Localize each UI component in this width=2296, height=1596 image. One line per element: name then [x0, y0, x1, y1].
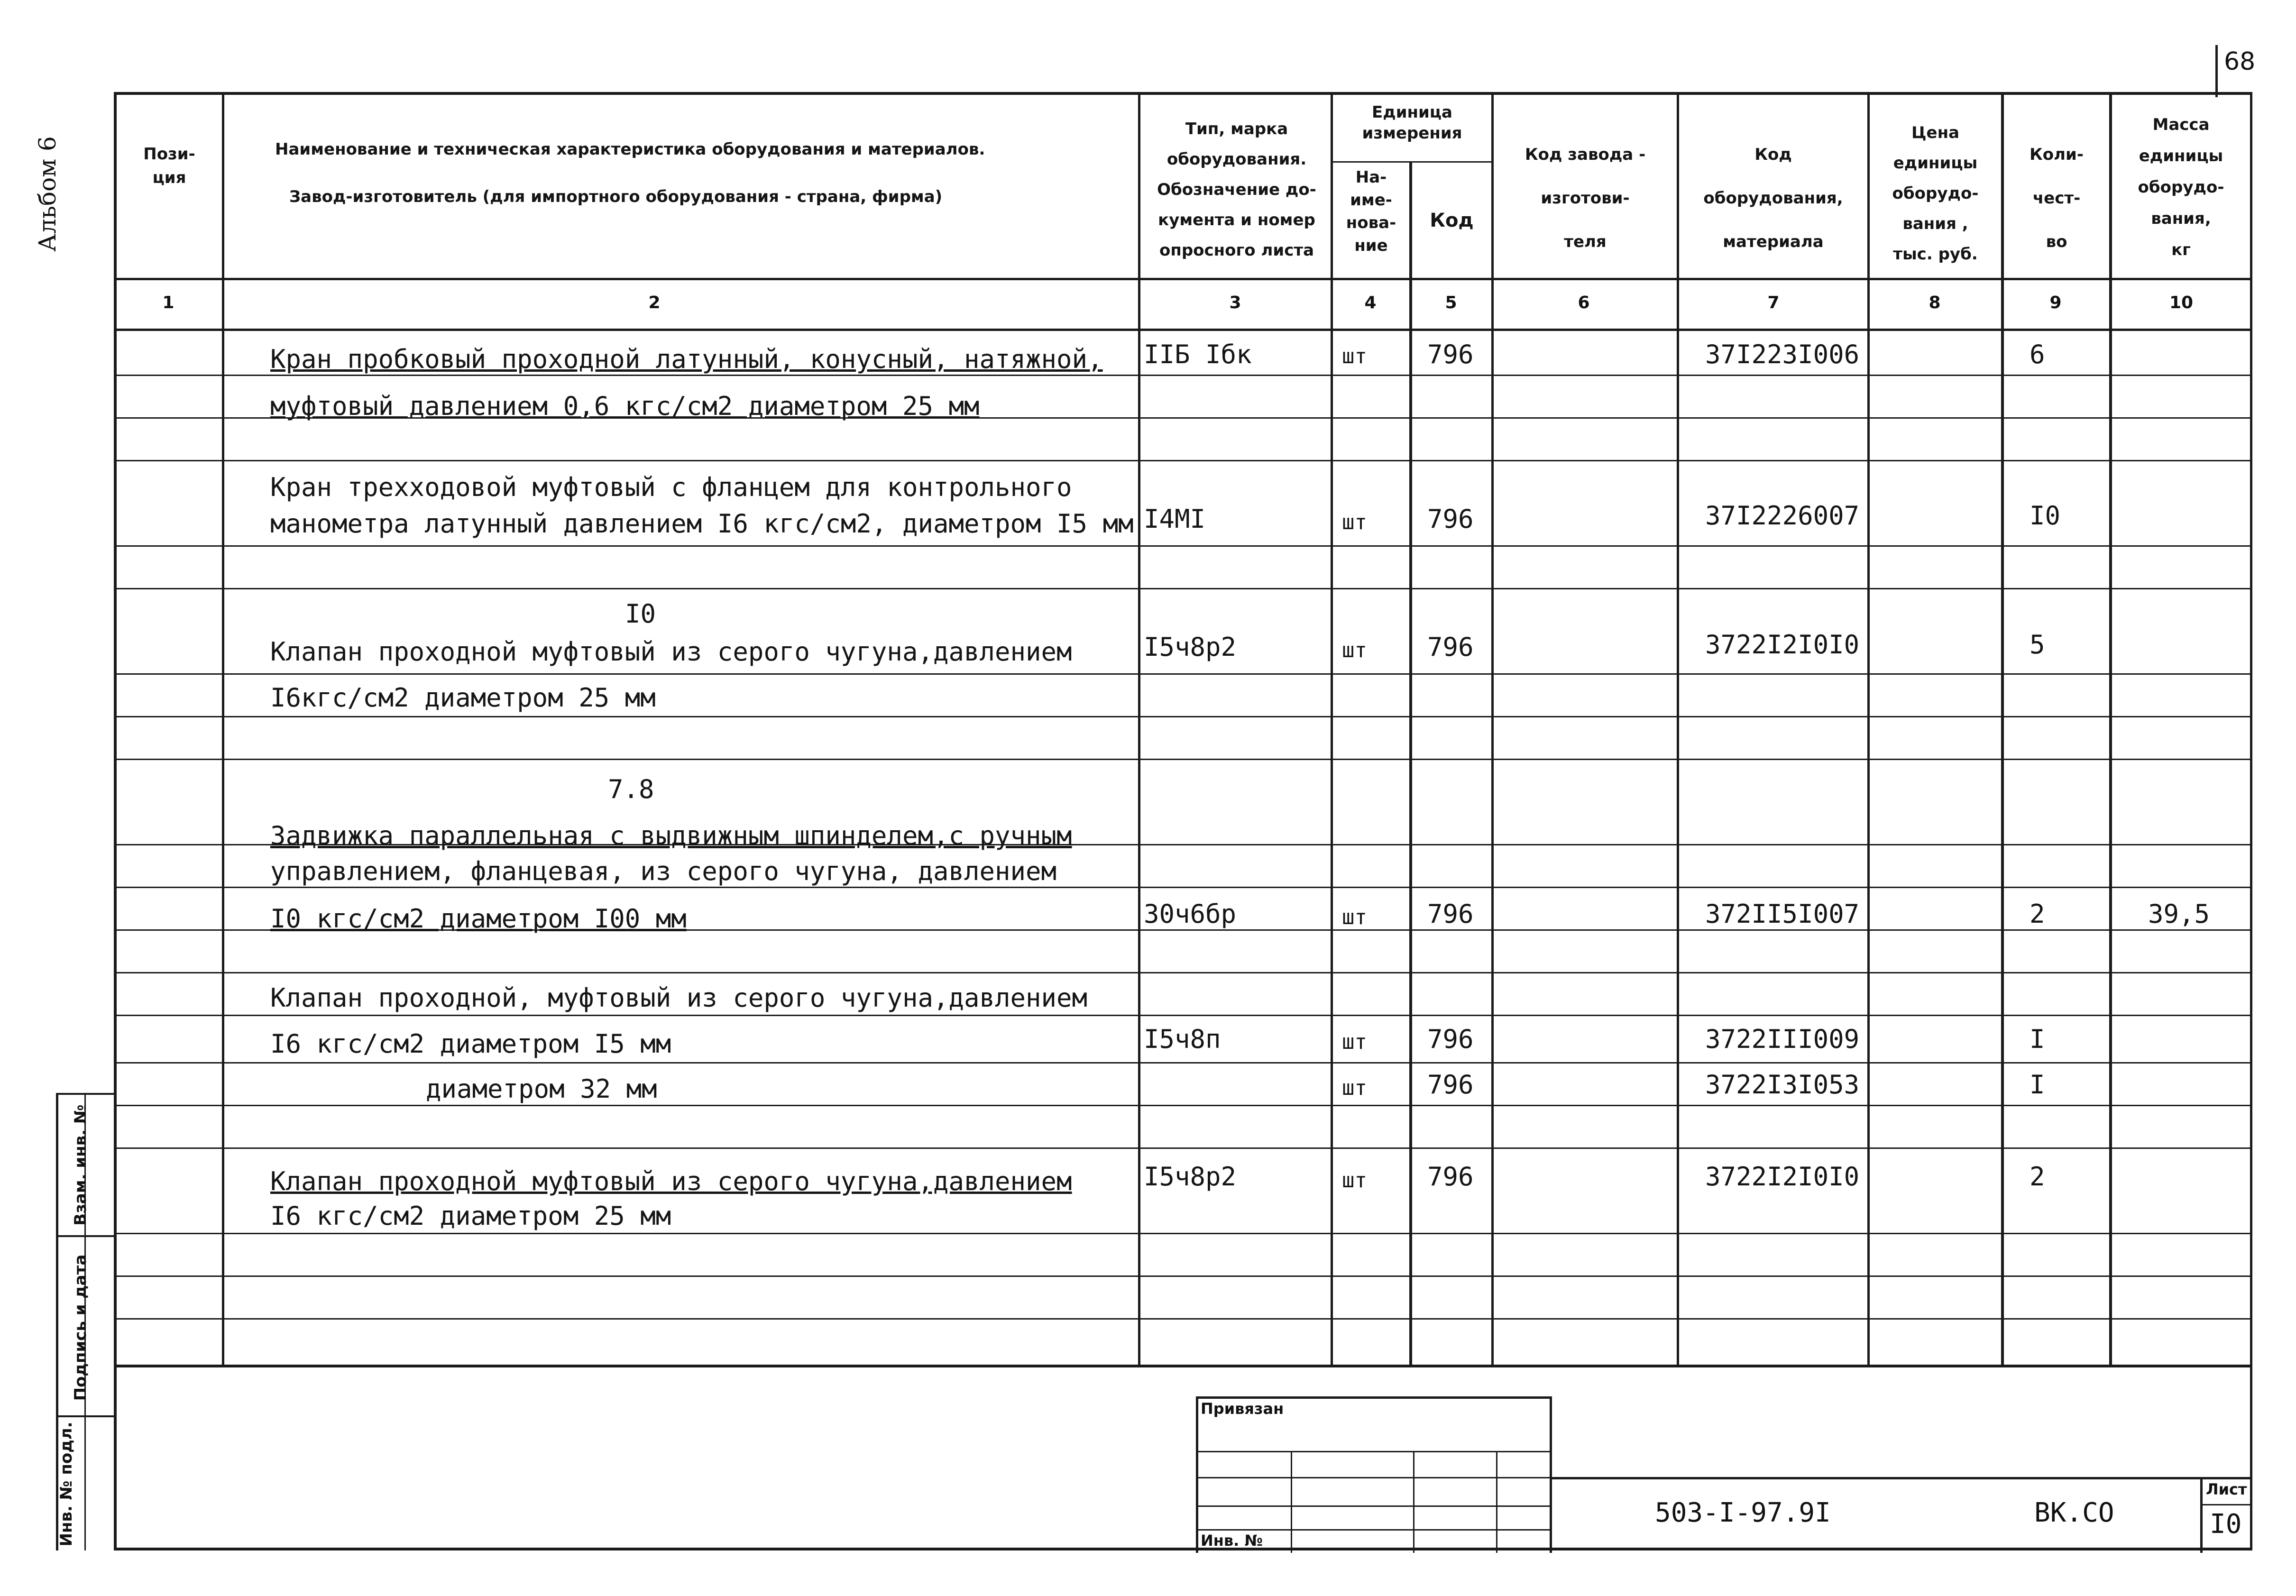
- row-12-equip: 3722III009: [1705, 1024, 1860, 1054]
- row-12-code: 796: [1427, 1024, 1474, 1054]
- row-5-equip: 3722I2I0I0: [1705, 630, 1860, 660]
- side-vzam: Взам. инв. №: [71, 1104, 90, 1226]
- header-qty: Коли- чест- во: [2030, 145, 2084, 251]
- row-13-code: 796: [1427, 1070, 1474, 1100]
- row-0-equip: 37I223I006: [1705, 339, 1860, 369]
- row-10-qty: 2: [2030, 899, 2045, 929]
- row-5-qty: 5: [2030, 630, 2045, 660]
- row-6-name: I6кгс/см2 диаметром 25 мм: [270, 683, 656, 713]
- row-10-code: 796: [1427, 899, 1474, 929]
- col-num-9: 9: [2049, 293, 2062, 312]
- row-0-code: 796: [1427, 339, 1474, 369]
- row-4-name: I0: [625, 599, 656, 629]
- row-3-equip: 37I2226007: [1705, 501, 1860, 531]
- row-7-name: 7.8: [608, 774, 654, 804]
- album-label: Альбом 6: [34, 136, 61, 252]
- row-0-unit: шт: [1342, 344, 1367, 368]
- row-3-name: манометра латунный давлением I6 кгс/см2, диаметром I5 мм: [270, 509, 1134, 539]
- col-num-3: 3: [1229, 293, 1241, 312]
- row-12-qty: I: [2030, 1024, 2045, 1054]
- row-14-type: I5ч8р2: [1144, 1162, 1237, 1192]
- header-type: Тип, марка оборудования. Обозначение до- кумента и номер опросного листа: [1157, 119, 1316, 260]
- header-plant-code: Код завода - изготови- теля: [1525, 145, 1646, 251]
- row-12-type: I5ч8п: [1144, 1024, 1221, 1054]
- header-unit: Единица измерения: [1362, 103, 1462, 143]
- row-0-name: Кран пробковый проходной латунный, конусный, натяжной,: [270, 344, 1103, 374]
- side-podpis: Подпись и дата: [71, 1254, 90, 1401]
- col-num-5: 5: [1445, 293, 1457, 312]
- row-5-name: Клапан проходной муфтовый из серого чугуна,давлением: [270, 637, 1072, 667]
- row-12-name: I6 кгс/см2 диаметром I5 мм: [270, 1029, 671, 1059]
- col-num-2: 2: [648, 293, 661, 312]
- page-number-bar: [2215, 45, 2218, 97]
- row-0-qty: 6: [2030, 339, 2045, 369]
- row-9-name: управлением, фланцевая, из серого чугуна, давлением: [270, 856, 1057, 886]
- stamp-doc-code: 503-I-97.9I: [1655, 1497, 1831, 1528]
- stamp-section: ВК.СО: [2034, 1497, 2114, 1528]
- row-14-qty: 2: [2030, 1162, 2045, 1192]
- row-14-name: Клапан проходной муфтовый из серого чугуна,давлением: [270, 1166, 1072, 1196]
- row-14-equip: 3722I2I0I0: [1705, 1162, 1860, 1192]
- stamp-sheet-no: I0: [2210, 1509, 2242, 1540]
- header-name-line1: Наименование и техническая характеристика оборудования и материалов.: [275, 140, 985, 159]
- side-inv-podl: Инв. № подл.: [57, 1422, 76, 1547]
- row-11-name: Клапан проходной, муфтовый из серого чугуна,давлением: [270, 983, 1088, 1013]
- stamp-inv-no: Инв. №: [1201, 1532, 1263, 1550]
- row-1-name: муфтовый давлением 0,6 кгс/см2 диаметром 25 мм: [270, 391, 980, 421]
- row-14-unit: шт: [1342, 1168, 1367, 1192]
- col-num-4: 4: [1364, 293, 1377, 312]
- row-3-code: 796: [1427, 504, 1474, 534]
- page-number: 68: [2224, 47, 2256, 76]
- row-10-equip: 372II5I007: [1705, 899, 1860, 929]
- row-12-unit: шт: [1342, 1030, 1367, 1054]
- row-0-type: IIБ Iбк: [1144, 339, 1252, 369]
- col-num-1: 1: [162, 293, 174, 312]
- row-10-type: 30ч6бр: [1144, 899, 1237, 929]
- row-15-name: I6 кгс/см2 диаметром 25 мм: [270, 1201, 671, 1231]
- row-5-code: 796: [1427, 632, 1474, 662]
- row-14-code: 796: [1427, 1162, 1474, 1192]
- row-13-name: диаметром 32 мм: [426, 1074, 657, 1104]
- row-10-mass: 39,5: [2148, 899, 2210, 929]
- stamp-privyazan: Привязан: [1201, 1400, 1284, 1418]
- header-price: Цена единицы оборудо- вания , тыс. руб.: [1892, 123, 1979, 264]
- col-num-7: 7: [1767, 293, 1780, 312]
- row-5-unit: шт: [1342, 638, 1367, 662]
- row-3-type: I4MI: [1144, 504, 1206, 534]
- stamp-sheet-label: Лист: [2206, 1480, 2247, 1498]
- row-8-name: Задвижка параллельная с выдвижным шпинделем,с ручным: [270, 821, 1072, 851]
- row-13-equip: 3722I3I053: [1705, 1070, 1860, 1100]
- row-3-unit: шт: [1342, 510, 1367, 534]
- row-10-unit: шт: [1342, 905, 1367, 929]
- col-num-10: 10: [2169, 293, 2194, 312]
- header-mass: Масса единицы оборудо- вания, кг: [2138, 115, 2224, 259]
- row-2-name: Кран трехходовой муфтовый с фланцем для контрольного: [270, 472, 1072, 502]
- row-13-qty: I: [2030, 1070, 2045, 1100]
- header-position: Пози- ция: [143, 145, 195, 187]
- col-num-6: 6: [1578, 293, 1590, 312]
- row-3-qty: I0: [2030, 501, 2061, 531]
- header-unit-code: Код: [1430, 210, 1474, 231]
- col-num-8: 8: [1929, 293, 1941, 312]
- row-5-type: I5ч8р2: [1144, 632, 1237, 662]
- header-unit-name: На- име- нова- ние: [1346, 168, 1396, 255]
- row-13-unit: шт: [1342, 1076, 1367, 1100]
- header-equip-code: Код оборудования, материала: [1703, 145, 1843, 251]
- header-name-line2: Завод-изготовитель (для импортного оборудования - страна, фирма): [289, 187, 943, 206]
- row-10-name: I0 кгс/см2 диаметром I00 мм: [270, 904, 687, 934]
